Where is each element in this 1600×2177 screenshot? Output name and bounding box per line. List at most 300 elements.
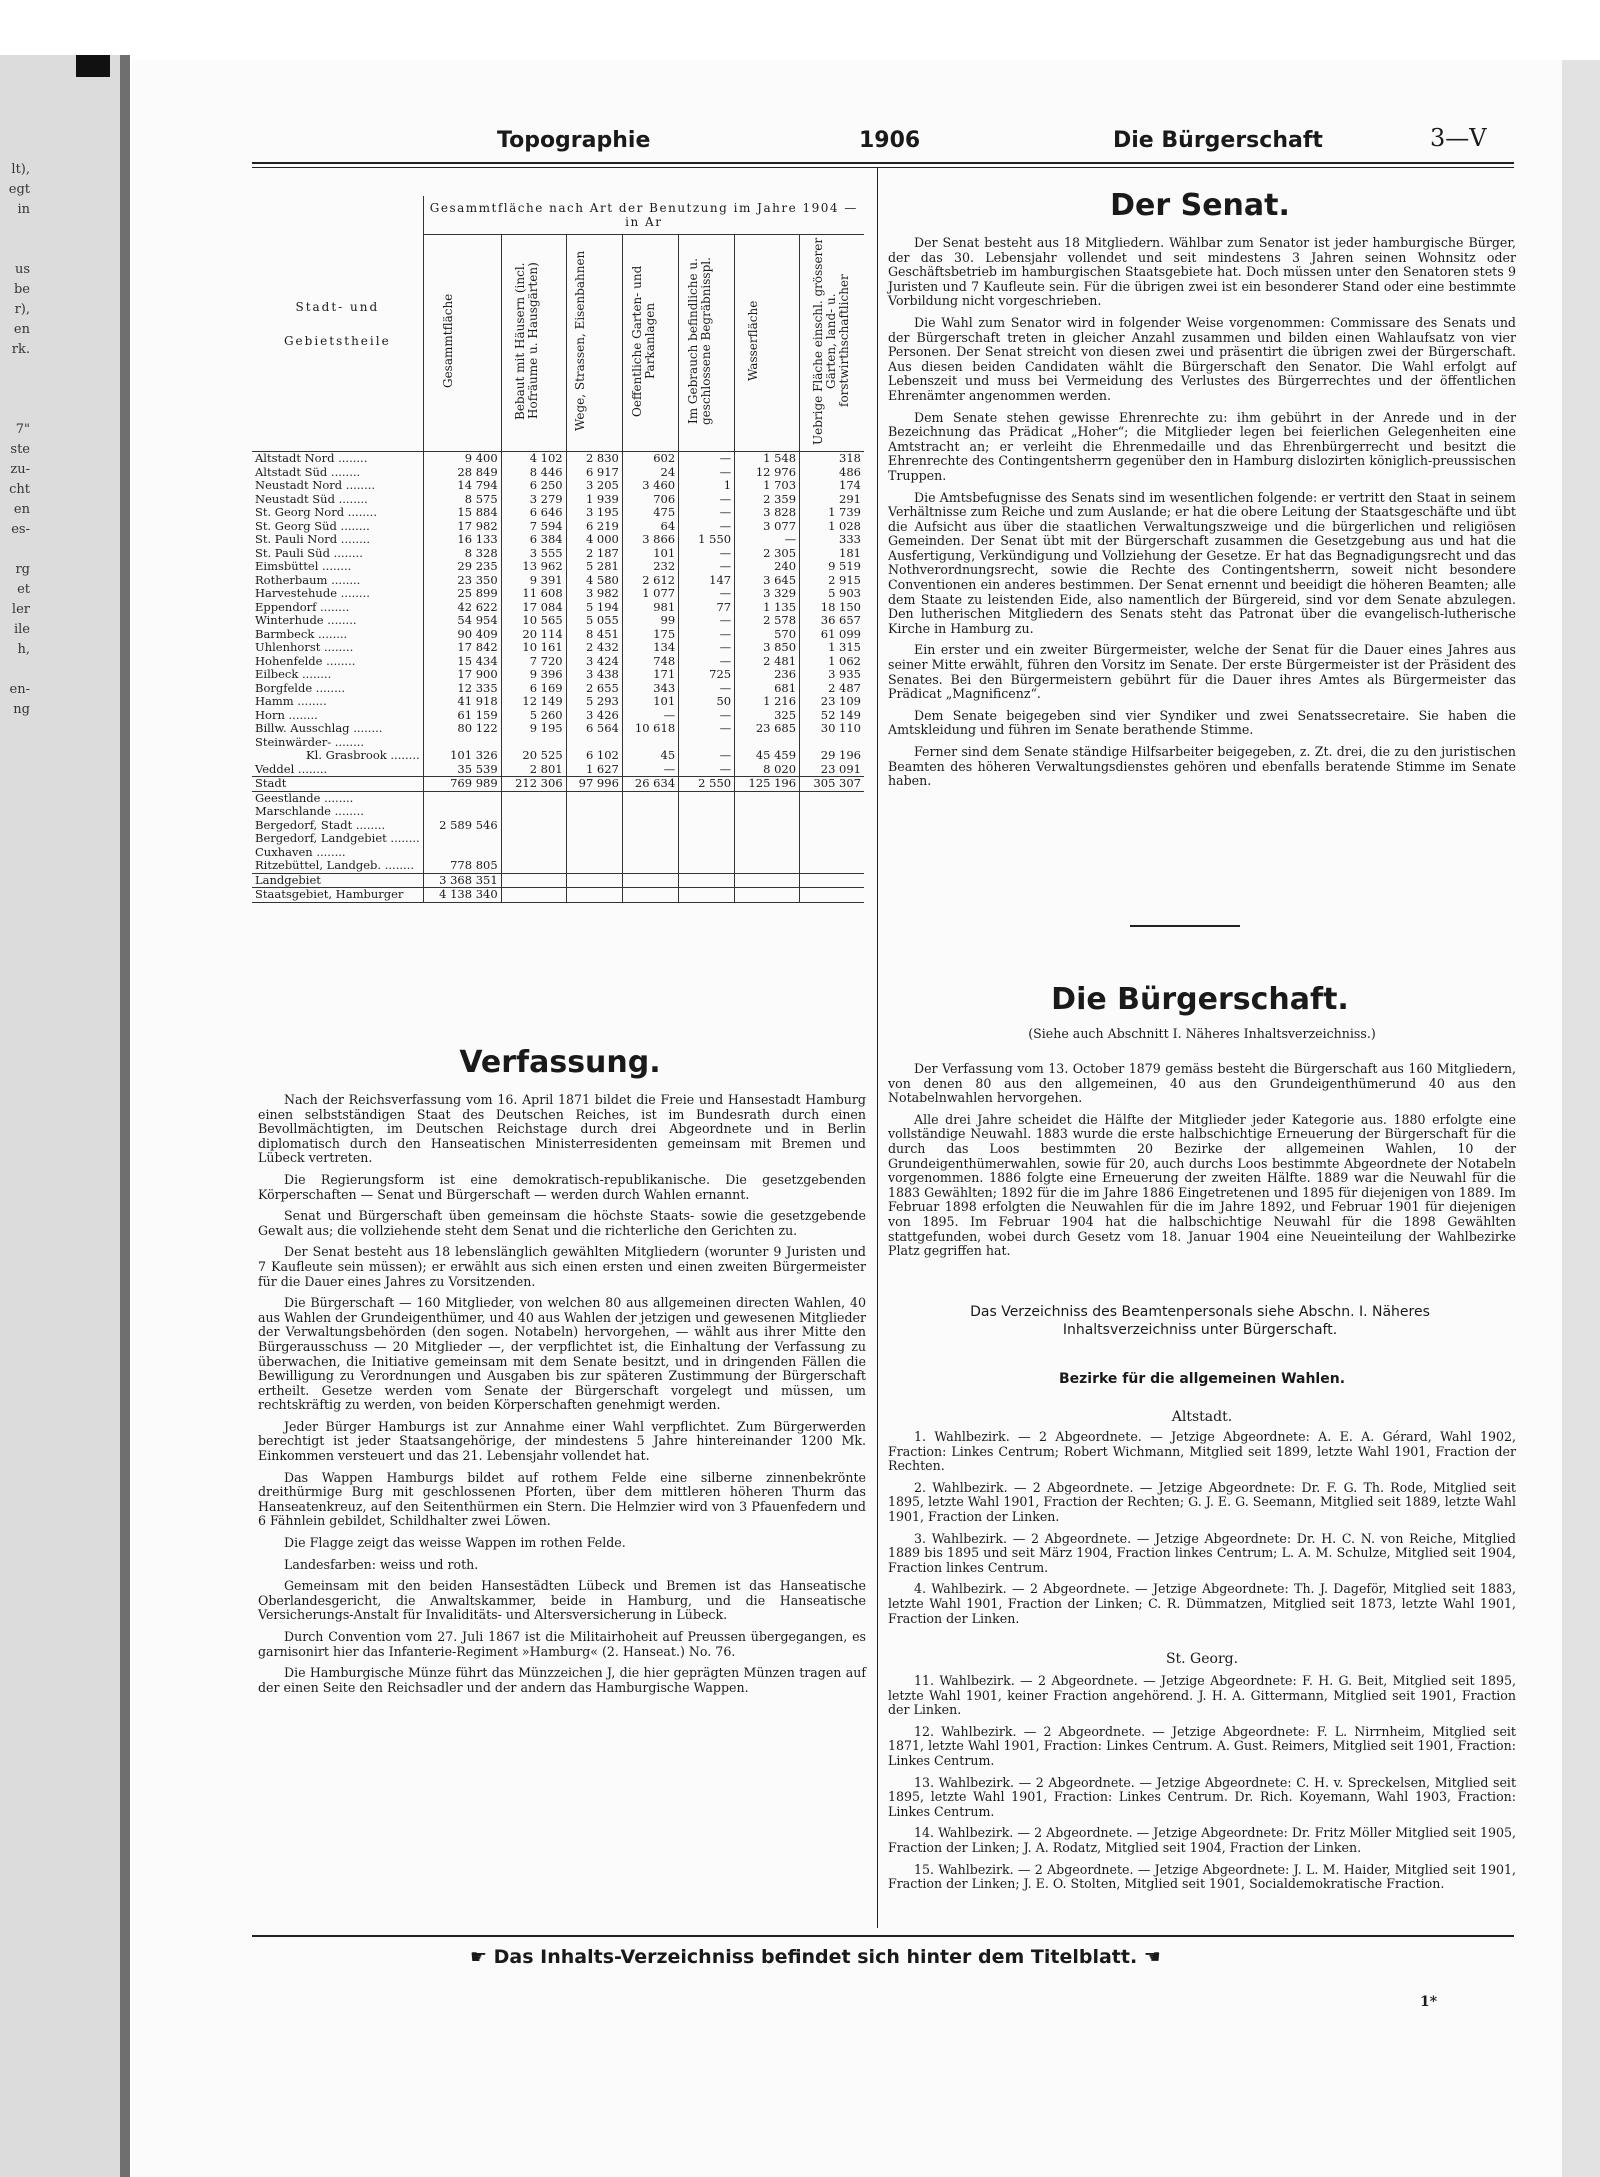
table-cell: 981 [622,601,678,615]
table-cell: 54 954 [423,614,501,628]
table-cell: 343 [622,682,678,696]
table-cell [679,832,735,846]
table-cell: 23 685 [735,722,800,736]
table-cell: 61 099 [800,628,864,642]
paragraph: Der Senat besteht aus 18 lebenslänglich gewählten Mitgliedern (worunter 9 Juristen und 7 Kaufleute sein müssen); er erwählt aus sich einen ersten und einen zweiten Bürgermeister für die Dauer eines Jahres zu Vorsitzenden. [258,1244,866,1289]
table-cell: 64 [622,520,678,534]
table-cell: 1 739 [800,506,864,520]
table-cell [622,888,678,903]
table-cell: 7 594 [501,520,566,534]
table-cell [566,805,622,819]
district-name: Bergedorf, Landgebiet ........ [255,831,420,845]
table-cell: 11 608 [501,587,566,601]
senat-end-rule [1130,925,1240,927]
table-cell: 15 884 [423,506,501,520]
table-cell: 706 [622,493,678,507]
table-cell: 3 866 [622,533,678,547]
table-row [252,466,864,480]
margin-fragment: h, [17,642,30,657]
table-row [252,533,864,547]
table-cell: 15 434 [423,655,501,669]
buergerschaft-subtitle: (Siehe auch Abschnitt I. Näheres Inhaltsverzeichniss.) [1028,1026,1376,1041]
paragraph: 11. Wahlbezirk. — 2 Abgeordnete. — Jetzige Abgeordnete: F. H. G. Beit, Mitglied seit 1895, letzte Wahl 1901, keiner Fraction angehörend. J. H. A. Gittermann, Mitglied seit 1901, Fraction der Linken. [888,1673,1516,1718]
table-row [252,560,864,574]
table-cell: 17 982 [423,520,501,534]
table-cell: 232 [622,560,678,574]
column-header-label: Wasserfläche [746,301,761,382]
district-name: Winterhude ........ [255,613,357,627]
table-cell: — [679,452,735,466]
table-cell: 29 235 [423,560,501,574]
paragraph: Nach der Reichsverfassung vom 16. April 1871 bildet die Freie und Hansestadt Hamburg einen selbstständigen Staat des Deutschen Reiches, ist im Bundesrath durch einen Bevollmächtigten, im Deutschen Reichstage durch drei Abgeordnete und in Berlin diplomatisch durch den Hanseatischen Ministerresidenten gemeinsam mit Bremen und Lübeck vertreten. [258,1092,866,1166]
margin-fragment: us [14,262,30,277]
table-cell: 2 359 [735,493,800,507]
header-rule-thin [252,167,1514,168]
table-cell: 3 645 [735,574,800,588]
table-row [252,614,864,628]
table-cell: 486 [800,466,864,480]
table-cell [800,736,864,750]
paragraph: 12. Wahlbezirk. — 2 Abgeordnete. — Jetzige Abgeordnete: F. L. Nirrnheim, Mitglied seit 1871, letzte Wahl 1901, Fraction: Linkes Centrum. A. Gust. Reimers, Mitglied seit 1901, Fraction: Linkes Centrum. [888,1723,1516,1768]
table-cell: 1 [679,479,735,493]
table-cell: 1 315 [800,641,864,655]
table-cell: — [735,533,800,547]
table-cell: 1 135 [735,601,800,615]
table-row [252,668,864,682]
table-cell [501,791,566,805]
table-cell: 134 [622,641,678,655]
table-cell: 9 400 [423,452,501,466]
table-cell: 3 424 [566,655,622,669]
table-cell: 2 487 [800,682,864,696]
district-name: Geestlande ........ [255,790,354,805]
paragraph: Jeder Bürger Hamburgs ist zur Annahme einer Wahl verpflichtet. Zum Bürgerwerden berechtigt ist jeder Staatsangehörige, der mindestens 5 Jahre hintereinander 1200 Mk. Einkommen versteuert und das 21. Lebensjahr vollendet hat. [258,1418,866,1464]
table-cell [735,805,800,819]
table-cell: 1 550 [679,533,735,547]
table-cell [800,805,864,819]
beamten-notice: Das Verzeichniss des Beamtenpersonals siehe Abschn. I. Näheres Inhaltsverzeichniss unter Bürgerschaft. [970,1304,1430,1338]
paragraph: Alle drei Jahre scheidet die Hälfte der Mitglieder jeder Kategorie aus. 1880 erfolgte eine vollständige Neuwahl. 1883 wurde die erste halbschichtige Erneuerung der Bürgerschaft für die durch das Loos bestimmten 20 Bezirke der allgemeinen Wahlen, 10 der Grundeigenthümerwahlen, sowie für 20, auch durchs Loos bestimmte Abgeordnete der Notabeln vorgenommen. 1886 folgte eine Erneuerung der zweiten Hälfte. 1889 war die Neuwahl für die 1883 Gewählten; 1892 für die im Jahre 1886 Eingetretenen und 1895 für diejenigen von 1889. Im Februar 1898 erfolgten die Neuwahlen für die im Jahre 1892, und Februar 1901 für diejenigen von 1895. Im Februar 1904 hat die halbschichtige Neuwahl für die 1898 Gewählten stattgefunden, wobei durch Gesetz vom 18. Januar 1904 eine Neueinteilung der Wahlbezirke Platz gegriffen hat. [888,1111,1516,1259]
table-row [252,832,864,846]
senat-text [888,236,1516,796]
table-cell: 305 307 [800,777,864,792]
table-cell [501,873,566,888]
paragraph: 13. Wahlbezirk. — 2 Abgeordnete. — Jetzige Abgeordnete: C. H. v. Spreckelsen, Mitglied seit 1895, letzte Wahl 1901, Fraction: Linkes Centrum. Dr. Rich. Koyemann, Wahl 1903, Fraction: Linkes Centrum. [888,1774,1516,1819]
table-cell [735,888,800,903]
table-cell: — [679,655,735,669]
table-cell [501,832,566,846]
margin-fragment: rk. [11,342,30,357]
table-cell: 10 161 [501,641,566,655]
district-name: Uhlenhorst ........ [255,640,354,654]
table-cell [800,873,864,888]
table-cell: 3 828 [735,506,800,520]
table-cell [622,791,678,805]
table-cell: — [679,641,735,655]
table-cell [566,888,622,903]
margin-fragment: en- [9,682,30,697]
georg-title: St. Georg. [1165,1651,1239,1667]
column-header-label: Oeffentliche Garten- und Parkanlagen [629,265,657,417]
table-cell: — [679,614,735,628]
table-cell [566,791,622,805]
table-cell: 2 550 [679,777,735,792]
table-cell [423,846,501,860]
table-cell [566,873,622,888]
table-cell: 5 903 [800,587,864,601]
buergerschaft-text [888,1062,1516,1266]
table-cell [679,819,735,833]
margin-fragment: et [17,582,30,597]
table-cell: 769 989 [423,777,501,792]
table-cell: 3 982 [566,587,622,601]
table-cell: — [679,709,735,723]
paragraph: Gemeinsam mit den beiden Hansestädten Lübeck und Bremen ist das Hanseatische Oberlandesgericht, die Anwaltskammer, beide in Hamburg, und die Hanseatische Versicherungs-Anstalt für Invaliditäts- und Altersversicherung in Lübeck. [258,1578,866,1623]
table-cell [735,859,800,873]
column-divider [877,168,878,1928]
margin-fragment: 7" [15,422,30,437]
table-cell: 14 794 [423,479,501,493]
table-cell [622,832,678,846]
table-cell: 2 830 [566,452,622,466]
table-cell: 1 077 [622,587,678,601]
table-cell: 6 250 [501,479,566,493]
table-cell: 291 [800,493,864,507]
district-name: Harvestehude ........ [255,586,370,600]
table-cell: — [679,493,735,507]
paragraph: Die Wahl zum Senator wird in folgender Weise vorgenommen: Commissare des Senats und der Bürgerschaft treten in gleicher Anzahl zusammen und bilden einen Wahlaufsatz von vier Personen. Der Senat streicht von diesen zwei und präsentirt die übrigen zwei der Bürgerschaft. Aus diesen beiden Candidaten wählt die Bürgerschaft den Senator. Die Wahl erfolgt auf Lebenszeit und muss bei Vermeidung des Verlustes des Bürgerrechtes und der öffentlichen Ehrenämter angenommen werden. [888,314,1516,403]
margin-fragment: ng [13,702,30,717]
table-row [252,846,864,860]
table-cell [800,819,864,833]
table-cell [501,846,566,860]
district-name: Cuxhaven ........ [255,844,346,859]
table-cell [566,859,622,873]
table-cell: 101 [622,695,678,709]
paragraph: 4. Wahlbezirk. — 2 Abgeordnete. — Jetzige Abgeordnete: Th. J. Dageför, Mitglied seit 1883, letzte Wahl 1901, Fraction der Linken; C. R. Dümmatzen, Mitglied seit 1873, letzte Wahl 1901, Fraction der Linken. [888,1581,1516,1626]
paragraph: Die Amtsbefugnisse des Senats sind im wesentlichen folgende: er vertritt den Staat in seinem Verhältnisse zum Reiche und zum Auslande; er hat die obere Leitung der Staatsgeschäfte und übt die Aufsicht aus über die staatlichen Verwaltungszweige und die bürgerlichen und religiösen Gemeinden. Der Senat übt mit der Bürgerschaft zusammen die Gesetzgebung aus und hat die Ausfertigung, Verkündigung und Vollziehung der Gesetze. Er hat das Begnadigungsrecht und das Nothverordnungsrecht, sowie die Rechte des Contingentsherrn, soweit nicht besondere Conventionen ein anderes bestimmen. Der Senat ernennt und beeidigt die höheren Beamten; alle dem Staate zu leistenden Eide, also namentlich der Bürgereid, sind vor dem Senate abzulegen. Den lutherischen Mitgliedern des Senats steht das Patronat über die evangelisch-lutherische Kirche in Hamburg zu. [888,489,1516,636]
table-cell [679,846,735,860]
table-cell: 17 900 [423,668,501,682]
table-cell: 212 306 [501,777,566,792]
table-row [252,888,864,903]
table-cell [679,873,735,888]
table-cell [735,736,800,750]
table-cell: 333 [800,533,864,547]
district-name: Kl. Grasbrook ........ [306,748,420,762]
table-cell: 1 216 [735,695,800,709]
right-page-edge [1562,60,1600,2177]
table-cell [735,791,800,805]
top-margin [0,0,1600,55]
district-name: Eilbeck ........ [255,667,332,681]
margin-fragment: lt), [11,162,30,177]
header-rule [252,162,1514,164]
table-cell: 570 [735,628,800,642]
table-cell: 681 [735,682,800,696]
table-row [252,791,864,805]
table-row [252,641,864,655]
margin-fragment: en [13,502,30,517]
table-cell: 13 962 [501,560,566,574]
paragraph: Die Hamburgische Münze führt das Münzzeichen J, die hier geprägten Münzen tragen auf der einen Seite den Reichsadler und der andern das Hamburgische Wappen. [258,1665,866,1695]
column-header-label: Bebaut mit Häusern (incl. Hofräume u. Hausgärten) [512,262,540,420]
table-cell: 23 350 [423,574,501,588]
table-cell [679,888,735,903]
table-row [252,819,864,833]
table-cell: 175 [622,628,678,642]
table-cell: 171 [622,668,678,682]
table-row [252,479,864,493]
district-name: Hohenfelde ........ [255,653,356,668]
table-cell: 6 219 [566,520,622,534]
table-cell: 10 565 [501,614,566,628]
table-cell: 17 084 [501,601,566,615]
column-header [501,235,566,452]
table-cell: 6 646 [501,506,566,520]
column-header [679,235,735,452]
table-cell: 9 195 [501,722,566,736]
table-cell: 147 [679,574,735,588]
table-cell: 3 368 351 [423,873,501,888]
binding-shadow [120,55,130,2177]
table-cell: 725 [679,668,735,682]
table-cell: 5 055 [566,614,622,628]
table-cell [622,736,678,750]
table-cell: 4 138 340 [423,888,501,903]
bezirke-title: Bezirke für die allgemeinen Wahlen. [1058,1371,1346,1387]
table-cell: 5 281 [566,560,622,574]
buergerschaft-title: Die Bürgerschaft. [1051,982,1349,1017]
table-cell: 35 539 [423,763,501,777]
district-name: Altstadt Nord ........ [255,451,368,465]
table-cell: 125 196 [735,777,800,792]
paragraph: Die Bürgerschaft — 160 Mitglieder, von welchen 80 aus allgemeinen directen Wahlen, 40 aus Wahlen der Grundeigenthümer, und 40 aus Wahlen der jetzigen und gewesenen Mitglieder der Verwaltungsbehörden (den sogen. Notabeln) hervorgehen, — wählt aus ihrer Mitte den Bürgerausschuss — 20 Mitglieder —, der verpflichtet ist, die Einhaltung der Verfassung zu überwachen, die Initiative gemeinsam mit dem Senate besitzt, und in dringenden Fällen die Bewilligung zu Verordnungen und Ausgaben bis zur späteren Zustimmung der Bürgerschaft ertheilt. Gesetze werden vom Senate der Bürgerschaft vorgelegt und müssen, um rechtskräftig zu werden, von beiden Körperschaften genehmigt werden. [258,1295,866,1413]
table-cell: 101 326 [423,749,501,763]
district-name: St. Pauli Nord ........ [255,532,371,546]
district-name: Horn ........ [255,707,318,722]
table-row [252,493,864,507]
table-cell: 10 618 [622,722,678,736]
table-cell [735,832,800,846]
table-cell: 2 655 [566,682,622,696]
table-cell: 9 519 [800,560,864,574]
table-cell: 28 849 [423,466,501,480]
table-cell: 8 451 [566,628,622,642]
table-cell [423,805,501,819]
district-name: Landgebiet [252,873,423,888]
district-name: Neustadt Süd ........ [255,491,368,506]
district-name: Eimsbüttel ........ [255,559,352,573]
column-header-label: Im Gebrauch befindliche u. geschlossene Begräbnisspl. [685,257,713,426]
table-cell: 5 194 [566,601,622,615]
district-name: Rotherbaum ........ [255,572,361,587]
table-cell [679,805,735,819]
margin-fragment [0,240,30,260]
table-cell: 45 [622,749,678,763]
verfassung-text [258,1093,866,1702]
table-cell: 3 555 [501,547,566,561]
table-cell: 1 548 [735,452,800,466]
table-cell: 2 589 546 [423,819,501,833]
column-header [735,235,800,452]
margin-fragment: ile [13,622,30,637]
table-cell: 8 446 [501,466,566,480]
table-cell [679,736,735,750]
table-cell: 6 917 [566,466,622,480]
table-cell: 325 [735,709,800,723]
georg-list [888,1674,1516,1899]
table-cell [622,873,678,888]
margin-fragment [0,400,30,420]
margin-fragment [0,360,30,380]
district-name: Borgfelde ........ [255,680,346,695]
table-cell: 236 [735,668,800,682]
table-cell: 7 720 [501,655,566,669]
table-cell: 318 [800,452,864,466]
district-name: Marschlande ........ [255,804,364,818]
table-cell [622,819,678,833]
table-row [252,695,864,709]
table-cell [800,832,864,846]
margin-fragment [0,540,30,560]
table-cell [622,859,678,873]
table-cell: 6 384 [501,533,566,547]
table-cell [622,805,678,819]
table-cell [735,873,800,888]
table-cell: 602 [622,452,678,466]
margin-fragment: be [13,282,30,297]
table-cell: 3 850 [735,641,800,655]
table-cell: 29 196 [800,749,864,763]
table-cell [423,832,501,846]
district-name: Bergedorf, Stadt ........ [255,817,386,832]
column-header-label: Uebrige Fläche einschl. grösserer Gärten, land- u. forstwirthschaftlicher [811,237,852,445]
table-cell: 2 305 [735,547,800,561]
table-cell: 24 [622,466,678,480]
table-cell: 52 149 [800,709,864,723]
table-cell [566,736,622,750]
adjacent-page-fragments [0,160,30,720]
table-cell: 3 077 [735,520,800,534]
footer-rule [252,1935,1514,1937]
table-cell: 1 062 [800,655,864,669]
table-cell [501,736,566,750]
table-cell: 99 [622,614,678,628]
table-cell: — [622,709,678,723]
paragraph: Senat und Bürgerschaft üben gemeinsam die höchste Staats- sowie die gesetzgebende Gewalt aus; die vollziehende steht dem Senat und die richterliche den Gerichten zu. [258,1208,866,1238]
paragraph: Dem Senate stehen gewisse Ehrenrechte zu: ihm gebührt in der Anrede und in der Bezeichnung das Prädicat „Hoher“; die Mitglieder legen bei feierlichen Gelegenheiten eine Amtstracht an; er verleiht die Ehrenmedaille und das Ehrenbürgerrecht und besitzt die Ehrenrechte des Contingentsherrn gegenüber den in Hamburg dislozirten königlich-preussischen Truppen. [888,409,1516,483]
district-name: St. Georg Süd ........ [255,518,370,533]
table-cell: 1 028 [800,520,864,534]
paragraph: Durch Convention vom 27. Juli 1867 ist die Militairhoheit auf Preussen übergegangen, es garnisonirt hier das Infanterie-Regiment »Hamburg« (2. Hanseat.) No. 76. [258,1629,866,1659]
table-row [252,452,864,466]
table-cell: 2 612 [622,574,678,588]
table-cell [679,859,735,873]
table-cell: 80 122 [423,722,501,736]
header-title: Die Bürgerschaft [1113,128,1323,153]
district-name: St. Georg Nord ........ [255,505,377,519]
margin-fragment: zu- [10,462,30,477]
table-cell: 97 996 [566,777,622,792]
paragraph: Landesfarben: weiss und roth. [284,1556,479,1572]
table-cell: — [679,682,735,696]
table-cell: 18 150 [800,601,864,615]
table-cell: 181 [800,547,864,561]
table-cell [501,819,566,833]
table-row [252,628,864,642]
table-row [252,655,864,669]
table-cell [800,888,864,903]
paragraph: Das Wappen Hamburgs bildet auf rothem Felde eine silberne zinnenbekrönte dreithürmige Burg mit geschlossenen Pforten, über dem mittleren höheren Thurm das Hanseatenkreuz, auf den Seitenthürmen ein Stern. Die Helmzier wird von 3 Pfauenfedern und 6 Fähnlein gebildet, Schildhalter zwei Löwen. [258,1469,866,1529]
margin-fragment: es- [11,522,30,537]
table-cell: 240 [735,560,800,574]
table-cell: 77 [679,601,735,615]
column-header [566,235,622,452]
table-cell [423,791,501,805]
table-cell: 50 [679,695,735,709]
table-cell: 20 525 [501,749,566,763]
header-left: Topographie [497,128,651,153]
table-cell [501,805,566,819]
table-row [252,736,864,750]
table-cell: 20 114 [501,628,566,642]
paragraph: Der Verfassung vom 13. October 1879 gemäss besteht die Bürgerschaft aus 160 Mitgliedern, von denen 80 aus den allgemeinen, 40 aus den Grundeigenthümerund 40 aus den Notabelnwahlen hervorgehen. [888,1061,1516,1106]
table-cell: 9 391 [501,574,566,588]
table-cell: 748 [622,655,678,669]
table-cell: 3 205 [566,479,622,493]
table-cell [800,791,864,805]
header-year: 1906 [859,128,921,153]
table-cell: 1 939 [566,493,622,507]
table-row [252,805,864,819]
table-cell: 8 575 [423,493,501,507]
paragraph: 15. Wahlbezirk. — 2 Abgeordnete. — Jetzige Abgeordnete: J. L. M. Haider, Mitglied seit 1901, Fraction der Linken; J. E. O. Stolten, Mitglied seit 1901, Socialdemokratische Fraction. [888,1861,1516,1892]
district-name: St. Pauli Süd ........ [255,545,363,560]
altstadt-list [888,1430,1516,1633]
header-page: 3—V [1430,124,1487,152]
margin-fragment [0,660,30,680]
table-cell: — [679,520,735,534]
table-cell: 778 805 [423,859,501,873]
table-cell [735,819,800,833]
table-cell: 45 459 [735,749,800,763]
table-cell: 2 801 [501,763,566,777]
margin-fragment: en [13,322,30,337]
table-cell: 3 935 [800,668,864,682]
district-header: Stadt- und Gebietstheile [283,299,391,348]
pointing-hand-icon: ☛ [470,1946,494,1968]
table-cell: 174 [800,479,864,493]
table-row [252,506,864,520]
binding-mark [76,55,110,77]
table-row [252,601,864,615]
table-cell: 6 564 [566,722,622,736]
margin-fragment: in [17,202,30,217]
district-name: Hamm ........ [255,694,327,708]
table-row [252,709,864,723]
table-cell: — [679,763,735,777]
table-cell: 16 133 [423,533,501,547]
altstadt-title: Altstadt. [1171,1409,1233,1425]
table-row [252,682,864,696]
table-cell: — [622,763,678,777]
district-name: Altstadt Süd ........ [255,464,361,479]
table-row [252,873,864,888]
table-row [252,574,864,588]
table-cell: 3 426 [566,709,622,723]
paragraph: 14. Wahlbezirk. — 2 Abgeordnete. — Jetzige Abgeordnete: Dr. Fritz Möller Mitglied seit 1905, Fraction der Linken; J. A. Rodatz, Mitglied seit 1904, Fraction der Linken. [888,1825,1516,1855]
